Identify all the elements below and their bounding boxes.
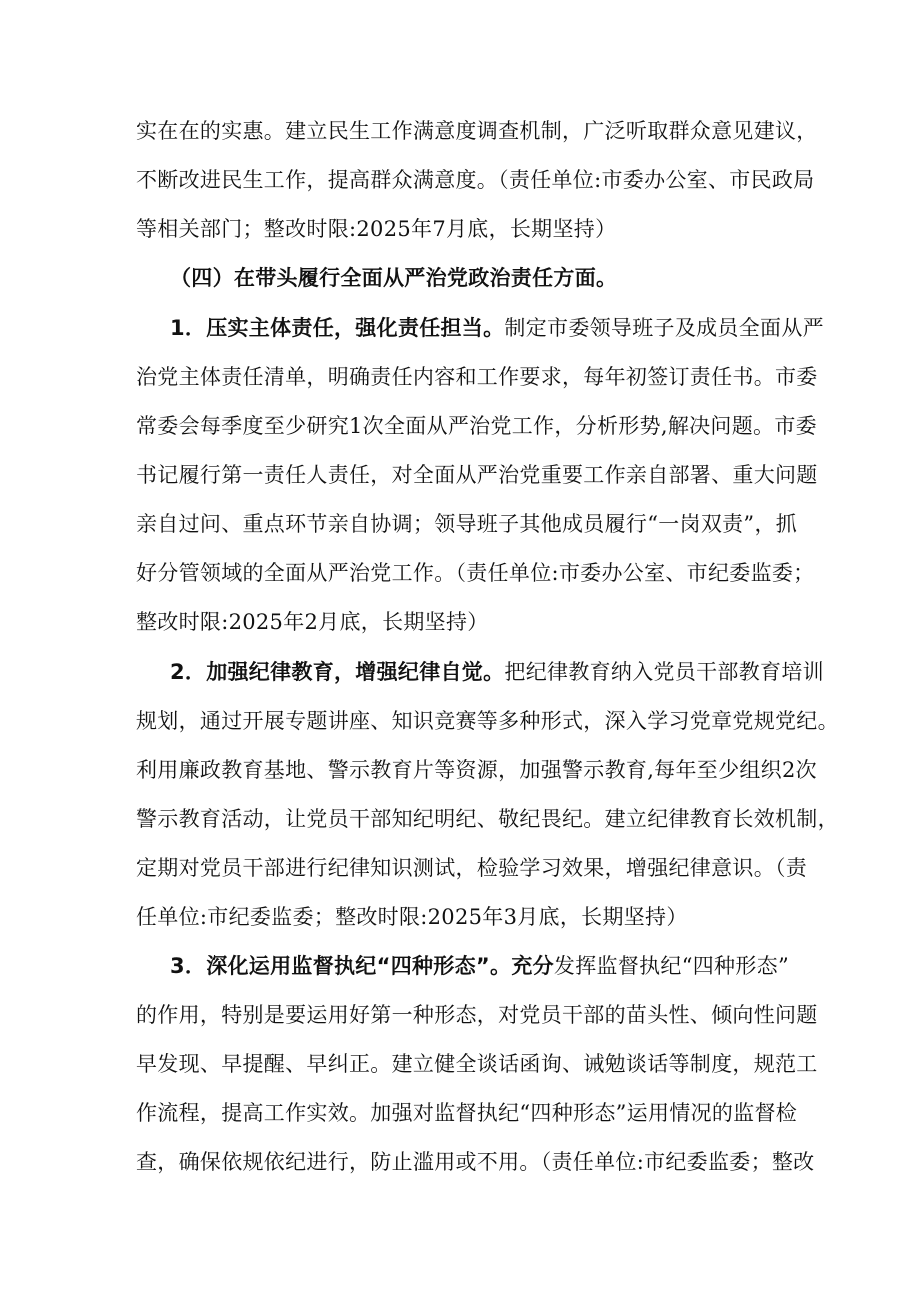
item1-line: 常委会每季度至少研究1次全面从严治党工作，分析形势,解决问题。市委 xyxy=(136,414,817,438)
item2-line: 利用廉政教育基地、警示教育片等资源，加强警示教育,每年至少组织2次 xyxy=(136,758,817,782)
para-intro-line-1: 实在在的实惠。建立民生工作满意度调查机制，广泛听取群众意见建议， xyxy=(136,119,818,143)
item2-title: 2．加强纪律教育，增强纪律自觉。 xyxy=(170,660,505,684)
item3-line: 查，确保依规依纪进行，防止滥用或不用。（责任单位:市纪委监委；整改 xyxy=(136,1150,815,1174)
section-heading: （四）在带头履行全面从严治党政治责任方面。 xyxy=(170,266,618,290)
item2-first-line xyxy=(170,657,824,687)
item3-line: 作流程，提高工作实效。加强对监督执纪“四种形态”运用情况的监督检 xyxy=(136,1101,798,1125)
item3-first-line xyxy=(170,951,789,981)
item1-line: 亲自过问、重点环节亲自协调；领导班子其他成员履行“一岗双责”，抓 xyxy=(136,512,798,536)
item2-line: 规划，通过开展专题讲座、知识竞赛等多种形式，深入学习党章党规党纪。 xyxy=(136,709,839,733)
item2-first-line-text: 把纪律教育纳入党员干部教育培训 xyxy=(504,660,824,684)
para-intro-line-2: 不断改进民生工作，提高群众满意度。（责任单位:市委办公室、市民政局 xyxy=(136,168,815,192)
item1-line: 整改时限:2025年2月底，长期坚持） xyxy=(136,610,489,634)
item1-first-line xyxy=(170,313,824,343)
item2-line: 警示教育活动，让党员干部知纪明纪、敬纪畏纪。建立纪律教育长效机制， xyxy=(136,807,839,831)
item3-line: 早发现、早提醒、早纠正。建立健全谈话函询、诫勉谈话等制度，规范工 xyxy=(136,1052,818,1076)
item3-title: 3．深化运用监督执纪“四种形态”。充分 xyxy=(170,954,554,978)
item1-line: 治党主体责任清单，明确责任内容和工作要求，每年初签订责任书。市委 xyxy=(136,365,818,389)
item3-first-line-text: 发挥监督执纪“四种形态” xyxy=(553,954,789,978)
item1-title: 1．压实主体责任，强化责任担当。 xyxy=(170,316,505,340)
para-intro-line-3: 等相关部门；整改时限:2025年7月底，长期坚持） xyxy=(136,217,617,241)
item3-line: 的作用，特别是要运用好第一种形态，对党员干部的苗头性、倾向性问题 xyxy=(136,1003,818,1027)
item1-line: 好分管领域的全面从严治党工作。（责任单位:市委办公室、市纪委监委； xyxy=(136,561,815,585)
item2-line: 任单位:市纪委监委；整改时限:2025年3月底，长期坚持） xyxy=(136,905,688,929)
item2-line: 定期对党员干部进行纪律知识测试，检验学习效果，增强纪律意识。（责 xyxy=(136,856,808,880)
item1-first-line-text: 制定市委领导班子及成员全面从严 xyxy=(504,316,824,340)
item1-line: 书记履行第一责任人责任，对全面从严治党重要工作亲自部署、重大问题 xyxy=(136,463,818,487)
